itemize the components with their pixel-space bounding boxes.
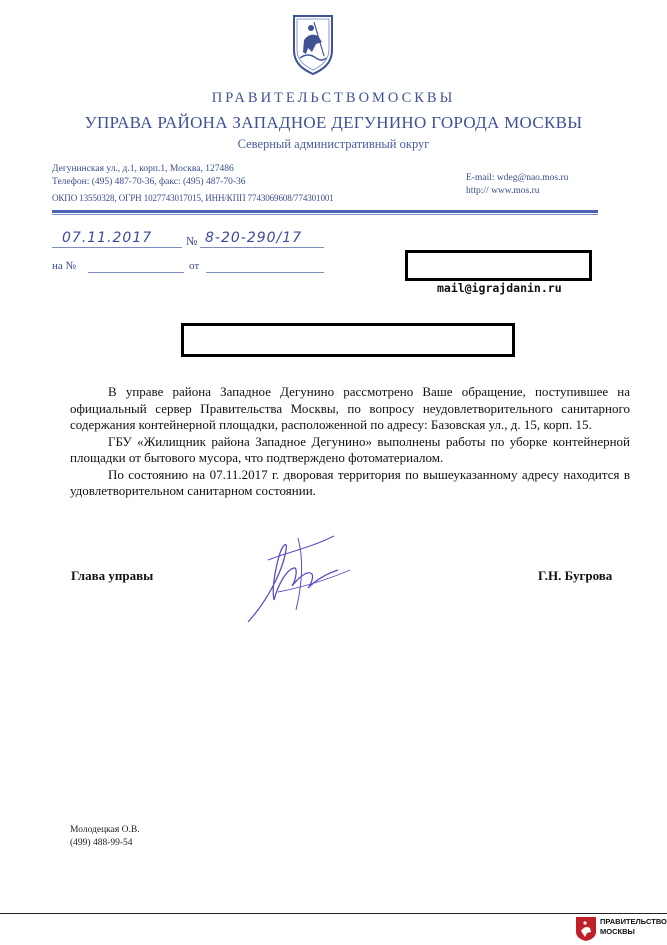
website-line[interactable]: http:// www.mos.ru: [466, 186, 540, 196]
body-paragraph-3: По состоянию на 07.11.2017 г. дворовая территория по вышеуказанному адресу находится в удовлетворительном санитарном состоянии.: [70, 466, 630, 498]
body-paragraph-1: В управе района Западное Дегунино рассмотрено Ваше обращение, поступившее на официальный сервер Правительства Москвы, по вопросу неудовлетворительного санитарного содержания контейнерной площадки, расположенной по адресу: Базовская ул., д. 15, корп. 15.: [70, 384, 630, 432]
reply-date-field-line: [206, 272, 324, 273]
outgoing-date: 07.11.2017: [62, 230, 153, 246]
address-line: Дегунинская ул., д.1, корп.1, Москва, 127486: [52, 164, 234, 174]
redacted-recipient-name: [405, 250, 592, 281]
body-paragraph-2: ГБУ «Жилищник района Западное Дегунино» выполнены работы по уборке контейнерной площадки от бытового мусора, что подтверждено фотоматериалом.: [70, 433, 630, 465]
executor-block: [70, 824, 140, 850]
footer-brand-line2: МОСКВЫ: [600, 926, 635, 936]
government-title: ПРАВИТЕЛЬСТВОМОСКВЫ: [211, 90, 456, 106]
redacted-salutation: [181, 323, 515, 357]
reply-to-number-label: на №: [52, 260, 77, 272]
recipient-email: mail@igrajdanin.ru: [437, 281, 562, 295]
moscow-coat-of-arms-icon: [290, 12, 336, 76]
moscow-government-logo-icon: [575, 916, 597, 942]
date-field-line: [52, 247, 182, 248]
letterhead-divider: [52, 210, 598, 213]
signatory-position: Глава управы: [71, 568, 154, 583]
handwritten-signature-icon: [238, 530, 358, 630]
contact-web-block: [466, 172, 646, 198]
reply-to-date-label: от: [189, 260, 200, 272]
outgoing-number: 8-20-290/17: [205, 230, 303, 246]
contact-address-block: [52, 163, 412, 189]
executor-name: Молодецкая О.В.: [70, 825, 140, 835]
letter-body: [70, 384, 630, 500]
phone-line: Телефон: (495) 487-70-36, факс: (495) 487-70-36: [52, 177, 246, 187]
number-label: №: [186, 234, 198, 248]
executor-phone: (499) 488-99-54: [70, 838, 133, 848]
footer-divider: [0, 913, 667, 914]
requisites-line: ОКПО 13550328, ОГРН 1027743017015, ИНН/КПП 7743069608/774301001: [52, 193, 334, 203]
reply-number-field-line: [88, 272, 184, 273]
footer-brand: [600, 917, 667, 936]
letterhead-divider-thin: [52, 214, 598, 215]
footer-brand-line1: ПРАВИТЕЛЬСТВО: [600, 917, 667, 926]
uprava-title: УПРАВА РАЙОНА ЗАПАДНОЕ ДЕГУНИНО ГОРОДА МОСКВЫ: [84, 113, 583, 132]
number-field-line: [200, 247, 324, 248]
okrug-subtitle: Северный административный округ: [237, 137, 430, 151]
signatory-name: Г.Н. Бугрова: [538, 568, 613, 583]
email-line[interactable]: E-mail: wdeg@nao.mos.ru: [466, 173, 569, 183]
